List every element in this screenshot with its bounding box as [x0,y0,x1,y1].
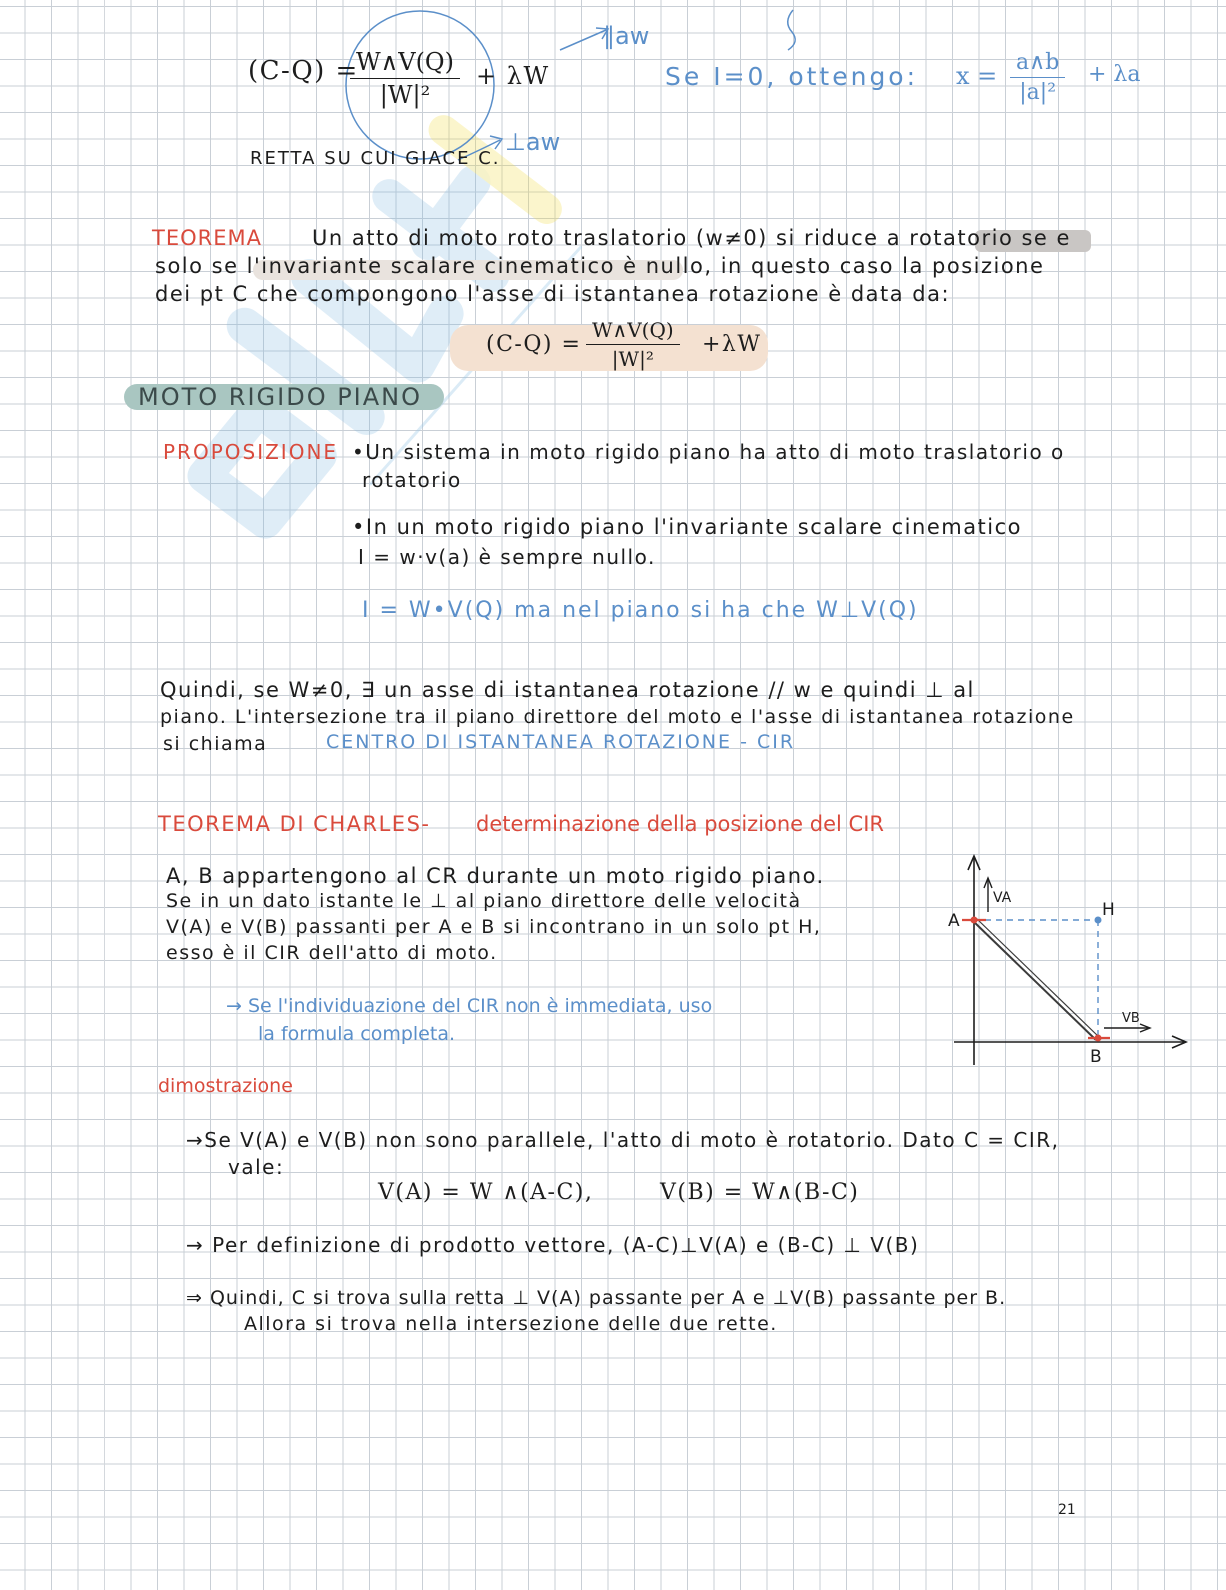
dim-line-1: →Se V(A) e V(B) non sono parallele, l'atto di moto è rotatorio. Dato C = CIR, [186,1128,1060,1152]
prop-bullet1-line1: •Un sistema in moto rigido piano ha atto di moto traslatorio o [352,440,1065,464]
formula-denominator: |W|² [611,347,654,371]
note-numerator: a∧b [1010,50,1065,78]
note-tail: + λa [1088,62,1141,87]
page-number: 21 [1058,1502,1076,1518]
prop-bullet1-line2: rotatorio [362,468,462,492]
charles-line-3: V(A) e V(B) passanti per A e B si incontrano in un solo pt H, [166,916,822,938]
proposizione-title: PROPOSIZIONE [163,440,339,464]
rigid-segment [972,920,1096,1040]
dim-eq-2: V(B) = W∧(B-C) [660,1180,860,1205]
quindi-line-3a: si chiama [163,733,268,755]
teorema-line-3: dei pt C che compongono l'asse di istantanea rotazione è data da: [155,282,951,306]
label-b: B [1090,1047,1102,1067]
charles-line-2: Se in un dato istante le ⊥ al piano direttore delle velocità [166,890,802,912]
label-va: VA [993,890,1012,906]
eq-denominator: |W|² [379,81,431,109]
eq-lhs: (C-Q) = [248,56,359,86]
formula-fraction [586,318,680,371]
eq-fraction [350,48,460,109]
annotation-parallel: ∥aw [603,22,650,50]
note-denominator: |a|² [1019,80,1057,105]
eq-numerator: W∧V(Q) [350,48,460,79]
point-h [1095,917,1102,924]
cir-definition: CENTRO DI ISTANTANEA ROTAZIONE - CIR [326,731,796,753]
eq-tail: + λW [476,62,550,90]
formula-numerator: W∧V(Q) [586,318,680,345]
charles-note-2: la formula completa. [258,1023,456,1045]
moto-heading: MOTO RIGIDO PIANO [138,383,423,411]
annotation-perp: ⊥aw [505,128,561,156]
formula-tail: +λW [702,332,762,357]
charles-note-1: → Se l'individuazione del CIR non è immediata, uso [226,995,713,1017]
prop-bullet2-line2: I = w·v(a) è sempre nullo. [358,545,656,569]
quindi-line-2: piano. L'intersezione tra il piano direttore del moto e l'asse di istantanea rotazione [160,706,1075,728]
dimostrazione-title: dimostrazione [158,1075,293,1097]
dim-line-5: Allora si trova nella intersezione delle due rette. [244,1313,778,1335]
note-fraction [1010,50,1065,105]
note-x: x = [956,62,998,90]
teorema-line-1: Un atto di moto roto traslatorio (w≠0) si riduce a rotatorio se e [312,226,1071,250]
prop-bullet2-line1: •In un moto rigido piano l'invariante scalare cinematico [352,515,1023,539]
label-h: H [1102,900,1115,920]
dim-line-3: → Per definizione di prodotto vettore, (A-C)⊥V(A) e (B-C) ⊥ V(B) [186,1233,920,1257]
prop-note: I = W•V(Q) ma nel piano si ha che W⊥V(Q) [362,598,919,623]
squiggle-mark [788,10,795,50]
cir-diagram [940,850,1200,1070]
arrow-parallel [560,30,606,50]
retta-label: RETTA SU CUI GIACE C. [250,148,501,169]
charles-title: TEOREMA DI CHARLES- [158,812,431,836]
dim-line-2: vale: [228,1155,285,1179]
dim-eq-1: V(A) = W ∧(A-C), [378,1180,594,1205]
formula-lhs: (C-Q) = [486,332,582,357]
label-a: A [948,911,960,931]
teorema-line-2: solo se l'invariante scalare cinematico è nullo, in questo caso la posizione [155,254,1045,278]
label-vb: VB [1122,1011,1140,1026]
charles-subtitle: determinazione della posizione del CIR [476,812,884,836]
dim-line-4: ⇒ Quindi, C si trova sulla retta ⊥ V(A) passante per A e ⊥V(B) passante per B. [186,1287,1007,1309]
teorema-title: TEOREMA [152,226,262,250]
charles-line-1: A, B appartengono al CR durante un moto rigido piano. [166,864,825,888]
note-if-zero: Se I=0, ottengo: [665,62,919,91]
quindi-line-1: Quindi, se W≠0, ∃ un asse di istantanea rotazione // w e quindi ⊥ al [160,678,975,702]
charles-line-4: esso è il CIR dell'atto di moto. [166,942,498,964]
